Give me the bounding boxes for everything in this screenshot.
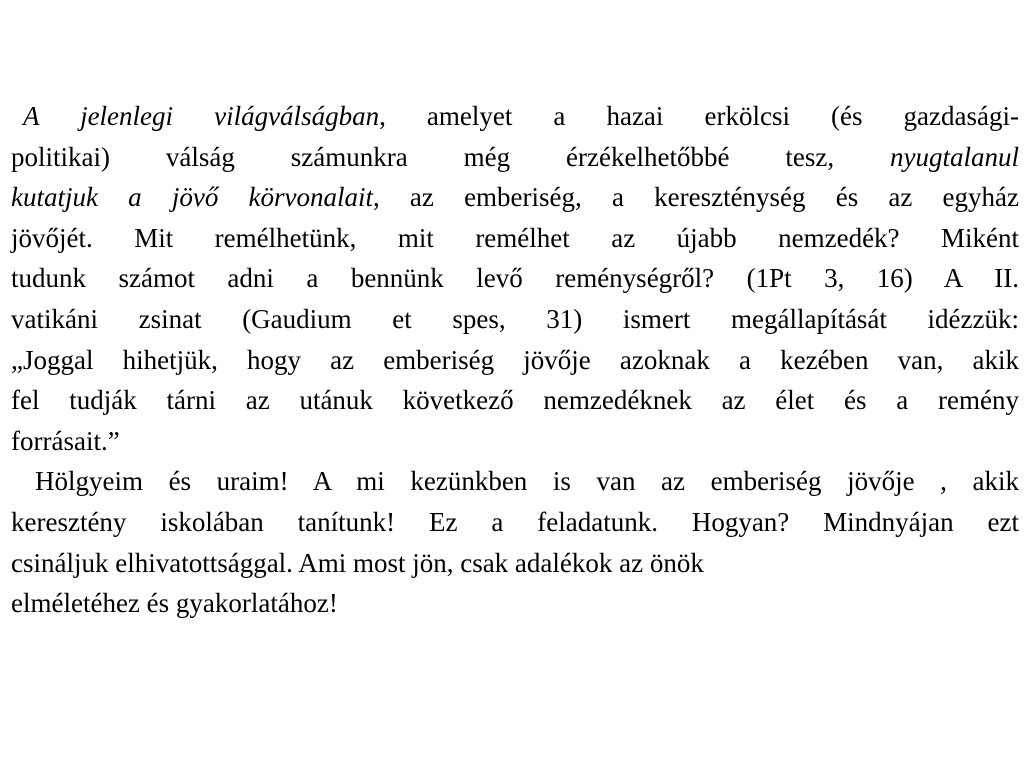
paragraph-1-line-3 bbox=[11, 177, 1019, 218]
paragraph-1-line-5: tudunk számot adni a bennünk levő reménységről? (1Pt 3, 16) A II. bbox=[11, 263, 1019, 294]
line-3-text: , az emberiség, a kereszténység és az egyház bbox=[372, 182, 1019, 213]
paragraph-2-line-1: Hölgyeim és uraim! A mi kezünkben is van az emberiség jövője , akik bbox=[35, 466, 1019, 497]
paragraph-1-line-8: fel tudják tárni az utánuk következő nemzedéknek az élet és a remény bbox=[11, 385, 1019, 416]
paragraph-2-line-3: csináljuk elhivatottsággal. Ami most jön, csak adalékok az önök bbox=[11, 547, 704, 578]
paragraph-1-line-2 bbox=[11, 137, 1019, 178]
paragraph-1-line-4: jövőjét. Mit remélhetünk, mit remélhet az újabb nemzedék? Miként bbox=[11, 222, 1019, 253]
emphasis-future-outlines: kutatjuk a jövő körvonalait bbox=[11, 182, 373, 213]
paragraph-1-line-7: „Joggal hihetjük, hogy az emberiség jövője azoknak a kezében van, akik bbox=[11, 344, 1019, 375]
paragraph-1-line-6: vatikáni zsinat (Gaudium et spes, 31) ismert megállapítását idézzük: bbox=[11, 303, 1019, 334]
emphasis-restlessly: nyugtalanul bbox=[890, 141, 1019, 172]
paragraph-1-line-1 bbox=[11, 96, 1019, 137]
line-1-text: , amelyet a hazai erkölcsi (és gazdasági- bbox=[379, 101, 1019, 131]
paragraph-2-line-4: elméletéhez és gyakorlatához! bbox=[11, 588, 338, 619]
line-2-text: politikai) válság számunkra még érzékelhetőbbé tesz, bbox=[11, 141, 890, 172]
paragraph-2-line-2: keresztény iskolában tanítunk! Ez a feladatunk. Hogyan? Mindnyájan ezt bbox=[11, 506, 1019, 537]
emphasis-world-crisis: A jelenlegi világválságban bbox=[23, 101, 380, 131]
paragraph-1-line-9: forrásait.” bbox=[11, 425, 120, 456]
text-body bbox=[11, 96, 1019, 624]
